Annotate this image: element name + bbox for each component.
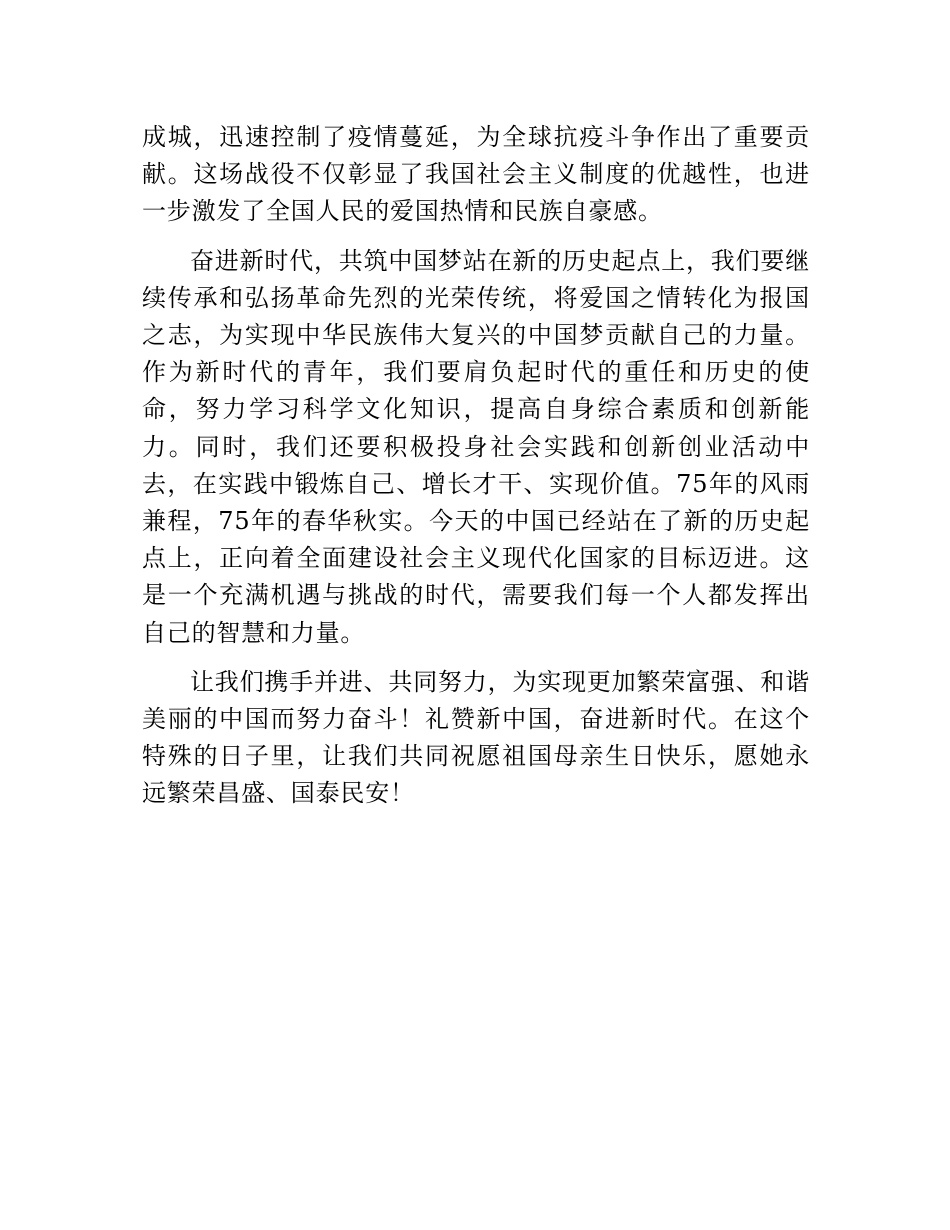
- paragraph-3: 让我们携手并进、共同努力，为实现更加繁荣富强、和谐美丽的中国而努力奋斗！礼赞新中国，奋进新时代。在这个特殊的日子里，让我们共同祝愿祖国母亲生日快乐，愿她永远繁荣昌盛、国泰民安！: [142, 667, 810, 808]
- document-body: [142, 119, 810, 825]
- paragraph-2: 奋进新时代，共筑中国梦站在新的历史起点上，我们要继续传承和弘扬革命先烈的光荣传统，将爱国之情转化为报国之志，为实现中华民族伟大复兴的中国梦贡献自己的力量。作为新时代的青年，我们要肩负起时代的重任和历史的使命，努力学习科学文化知识，提高自身综合素质和创新能力。同时，我们还要积极投身社会实践和创新创业活动中去，在实践中锻炼自己、增长才干、实现价值。75年的风雨兼程，75年的春华秋实。今天的中国已经站在了新的历史起点上，正向着全面建设社会主义现代化国家的目标迈进。这是一个充满机遇与挑战的时代，需要我们每一个人都发挥出自己的智慧和力量。: [142, 246, 810, 647]
- paragraph-1: 成城，迅速控制了疫情蔓延，为全球抗疫斗争作出了重要贡献。这场战役不仅彰显了我国社会主义制度的优越性，也进一步激发了全国人民的爱国热情和民族自豪感。: [142, 123, 810, 226]
